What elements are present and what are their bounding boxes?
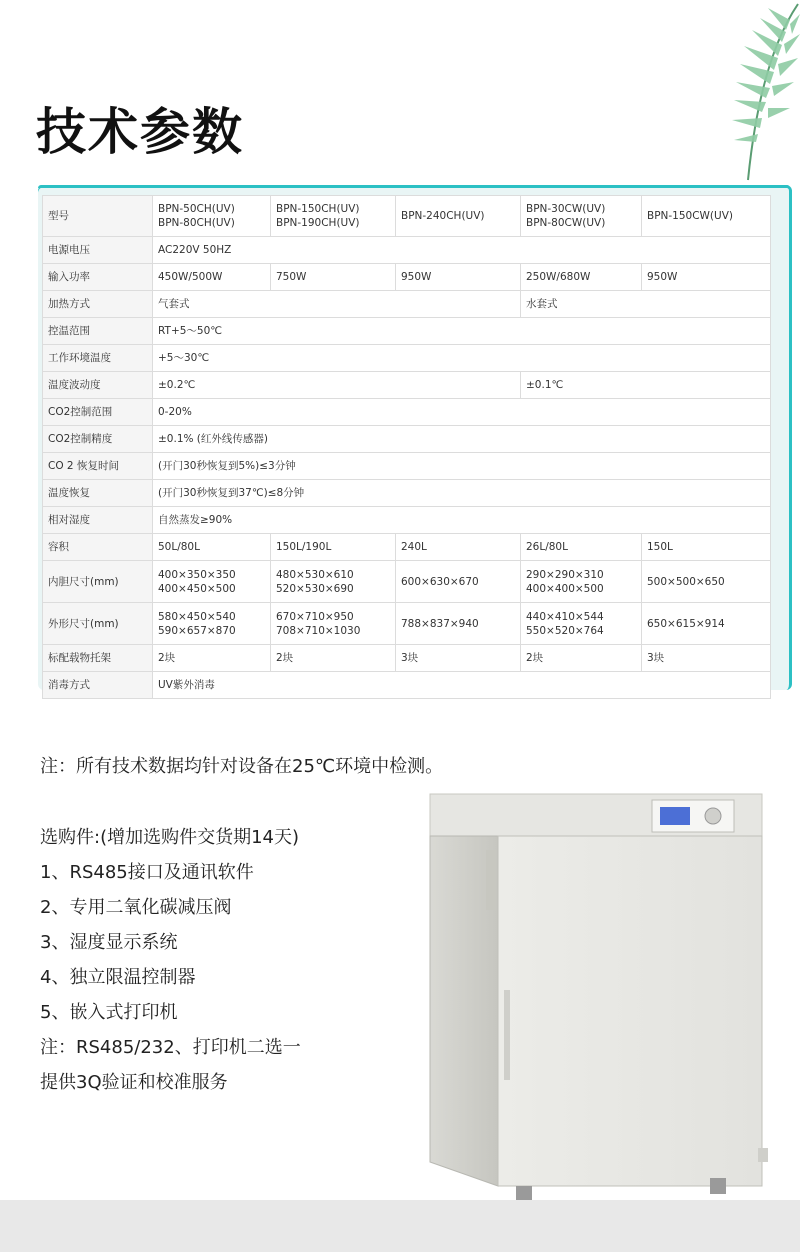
row-label: CO 2 恢复时间 bbox=[43, 453, 153, 480]
service-note: 提供3Q验证和校准服务 bbox=[40, 1072, 228, 1093]
palm-leaf-icon bbox=[690, 0, 800, 190]
table-cell: 240L bbox=[396, 534, 521, 561]
table-cell: BPN-150CH(UV) BPN-190CH(UV) bbox=[271, 196, 396, 237]
table-row bbox=[43, 507, 771, 534]
table-cell: 290×290×310 400×400×500 bbox=[521, 561, 642, 603]
row-label: 工作环境温度 bbox=[43, 345, 153, 372]
table-cell: 480×530×610 520×530×690 bbox=[271, 561, 396, 603]
option-item: 5、嵌入式打印机 bbox=[40, 1002, 178, 1023]
table-cell: 500×500×650 bbox=[642, 561, 771, 603]
table-cell: 440×410×544 550×520×764 bbox=[521, 603, 642, 645]
table-row bbox=[43, 196, 771, 237]
row-label: 温度波动度 bbox=[43, 372, 153, 399]
table-row bbox=[43, 672, 771, 699]
table-row bbox=[43, 603, 771, 645]
row-label: CO2控制范围 bbox=[43, 399, 153, 426]
table-cell: 650×615×914 bbox=[642, 603, 771, 645]
row-label: 温度恢复 bbox=[43, 480, 153, 507]
table-cell: (开门30秒恢复到37℃)≤8分钟 bbox=[153, 480, 771, 507]
option-item: 3、湿度显示系统 bbox=[40, 932, 178, 953]
table-cell: BPN-240CH(UV) bbox=[396, 196, 521, 237]
row-label: 消毒方式 bbox=[43, 672, 153, 699]
table-cell: 水套式 bbox=[521, 291, 771, 318]
table-cell: 2块 bbox=[521, 645, 642, 672]
row-label: 电源电压 bbox=[43, 237, 153, 264]
table-cell: +5～30℃ bbox=[153, 345, 771, 372]
table-cell: ±0.1% (红外线传感器) bbox=[153, 426, 771, 453]
table-row bbox=[43, 291, 771, 318]
table-row bbox=[43, 645, 771, 672]
table-row bbox=[43, 399, 771, 426]
row-label: 容积 bbox=[43, 534, 153, 561]
table-cell: 2块 bbox=[153, 645, 271, 672]
table-row bbox=[43, 345, 771, 372]
table-cell: 950W bbox=[642, 264, 771, 291]
table-cell: 580×450×540 590×657×870 bbox=[153, 603, 271, 645]
table-cell: 600×630×670 bbox=[396, 561, 521, 603]
table-cell: BPN-150CW(UV) bbox=[642, 196, 771, 237]
table-cell: 2块 bbox=[271, 645, 396, 672]
table-cell: ±0.2℃ bbox=[153, 372, 521, 399]
page-title: 技术参数 bbox=[36, 103, 244, 161]
table-cell: BPN-50CH(UV) BPN-80CH(UV) bbox=[153, 196, 271, 237]
table-cell: ±0.1℃ bbox=[521, 372, 771, 399]
table-cell: BPN-30CW(UV) BPN-80CW(UV) bbox=[521, 196, 642, 237]
row-label: CO2控制精度 bbox=[43, 426, 153, 453]
table-cell: 3块 bbox=[642, 645, 771, 672]
table-row bbox=[43, 318, 771, 345]
table-cell: 气套式 bbox=[153, 291, 521, 318]
table-row bbox=[43, 372, 771, 399]
table-row bbox=[43, 534, 771, 561]
row-label: 标配载物托架 bbox=[43, 645, 153, 672]
footer-band bbox=[0, 1200, 800, 1252]
table-cell: UV紫外消毒 bbox=[153, 672, 771, 699]
table-cell: (开门30秒恢复到5%)≤3分钟 bbox=[153, 453, 771, 480]
table-cell: 自然蒸发≥90% bbox=[153, 507, 771, 534]
row-label: 内胆尺寸(mm) bbox=[43, 561, 153, 603]
table-row bbox=[43, 426, 771, 453]
table-row bbox=[43, 237, 771, 264]
table-cell: 250W/680W bbox=[521, 264, 642, 291]
table-cell: AC220V 50HZ bbox=[153, 237, 771, 264]
table-cell: 950W bbox=[396, 264, 521, 291]
table-row bbox=[43, 480, 771, 507]
table-row bbox=[43, 453, 771, 480]
table-cell: 0-20% bbox=[153, 399, 771, 426]
row-label: 外形尺寸(mm) bbox=[43, 603, 153, 645]
row-label: 加热方式 bbox=[43, 291, 153, 318]
options-note: 注：RS485/232、打印机二选一 bbox=[40, 1037, 301, 1058]
table-cell: 26L/80L bbox=[521, 534, 642, 561]
table-cell: RT+5～50℃ bbox=[153, 318, 771, 345]
options-heading: 选购件:(增加选购件交货期14天) bbox=[40, 827, 300, 848]
table-cell: 3块 bbox=[396, 645, 521, 672]
row-label: 控温范围 bbox=[43, 318, 153, 345]
table-cell: 50L/80L bbox=[153, 534, 271, 561]
table-cell: 150L bbox=[642, 534, 771, 561]
row-label: 输入功率 bbox=[43, 264, 153, 291]
row-label: 型号 bbox=[43, 196, 153, 237]
table-cell: 670×710×950 708×710×1030 bbox=[271, 603, 396, 645]
table-row bbox=[43, 264, 771, 291]
option-item: 2、专用二氧化碳减压阀 bbox=[40, 897, 232, 918]
table-row bbox=[43, 561, 771, 603]
table-cell: 150L/190L bbox=[271, 534, 396, 561]
options-list bbox=[40, 820, 301, 1100]
row-label: 相对湿度 bbox=[43, 507, 153, 534]
table-cell: 450W/500W bbox=[153, 264, 271, 291]
option-item: 1、RS485接口及通讯软件 bbox=[40, 862, 254, 883]
table-cell: 400×350×350 400×450×500 bbox=[153, 561, 271, 603]
test-condition-note: 注：所有技术数据均针对设备在25℃环境中检测。 bbox=[40, 756, 444, 777]
option-item: 4、独立限温控制器 bbox=[40, 967, 196, 988]
spec-table-card bbox=[38, 185, 790, 690]
table-cell: 750W bbox=[271, 264, 396, 291]
incubator-image bbox=[428, 790, 768, 1210]
table-cell: 788×837×940 bbox=[396, 603, 521, 645]
spec-table bbox=[42, 195, 771, 699]
